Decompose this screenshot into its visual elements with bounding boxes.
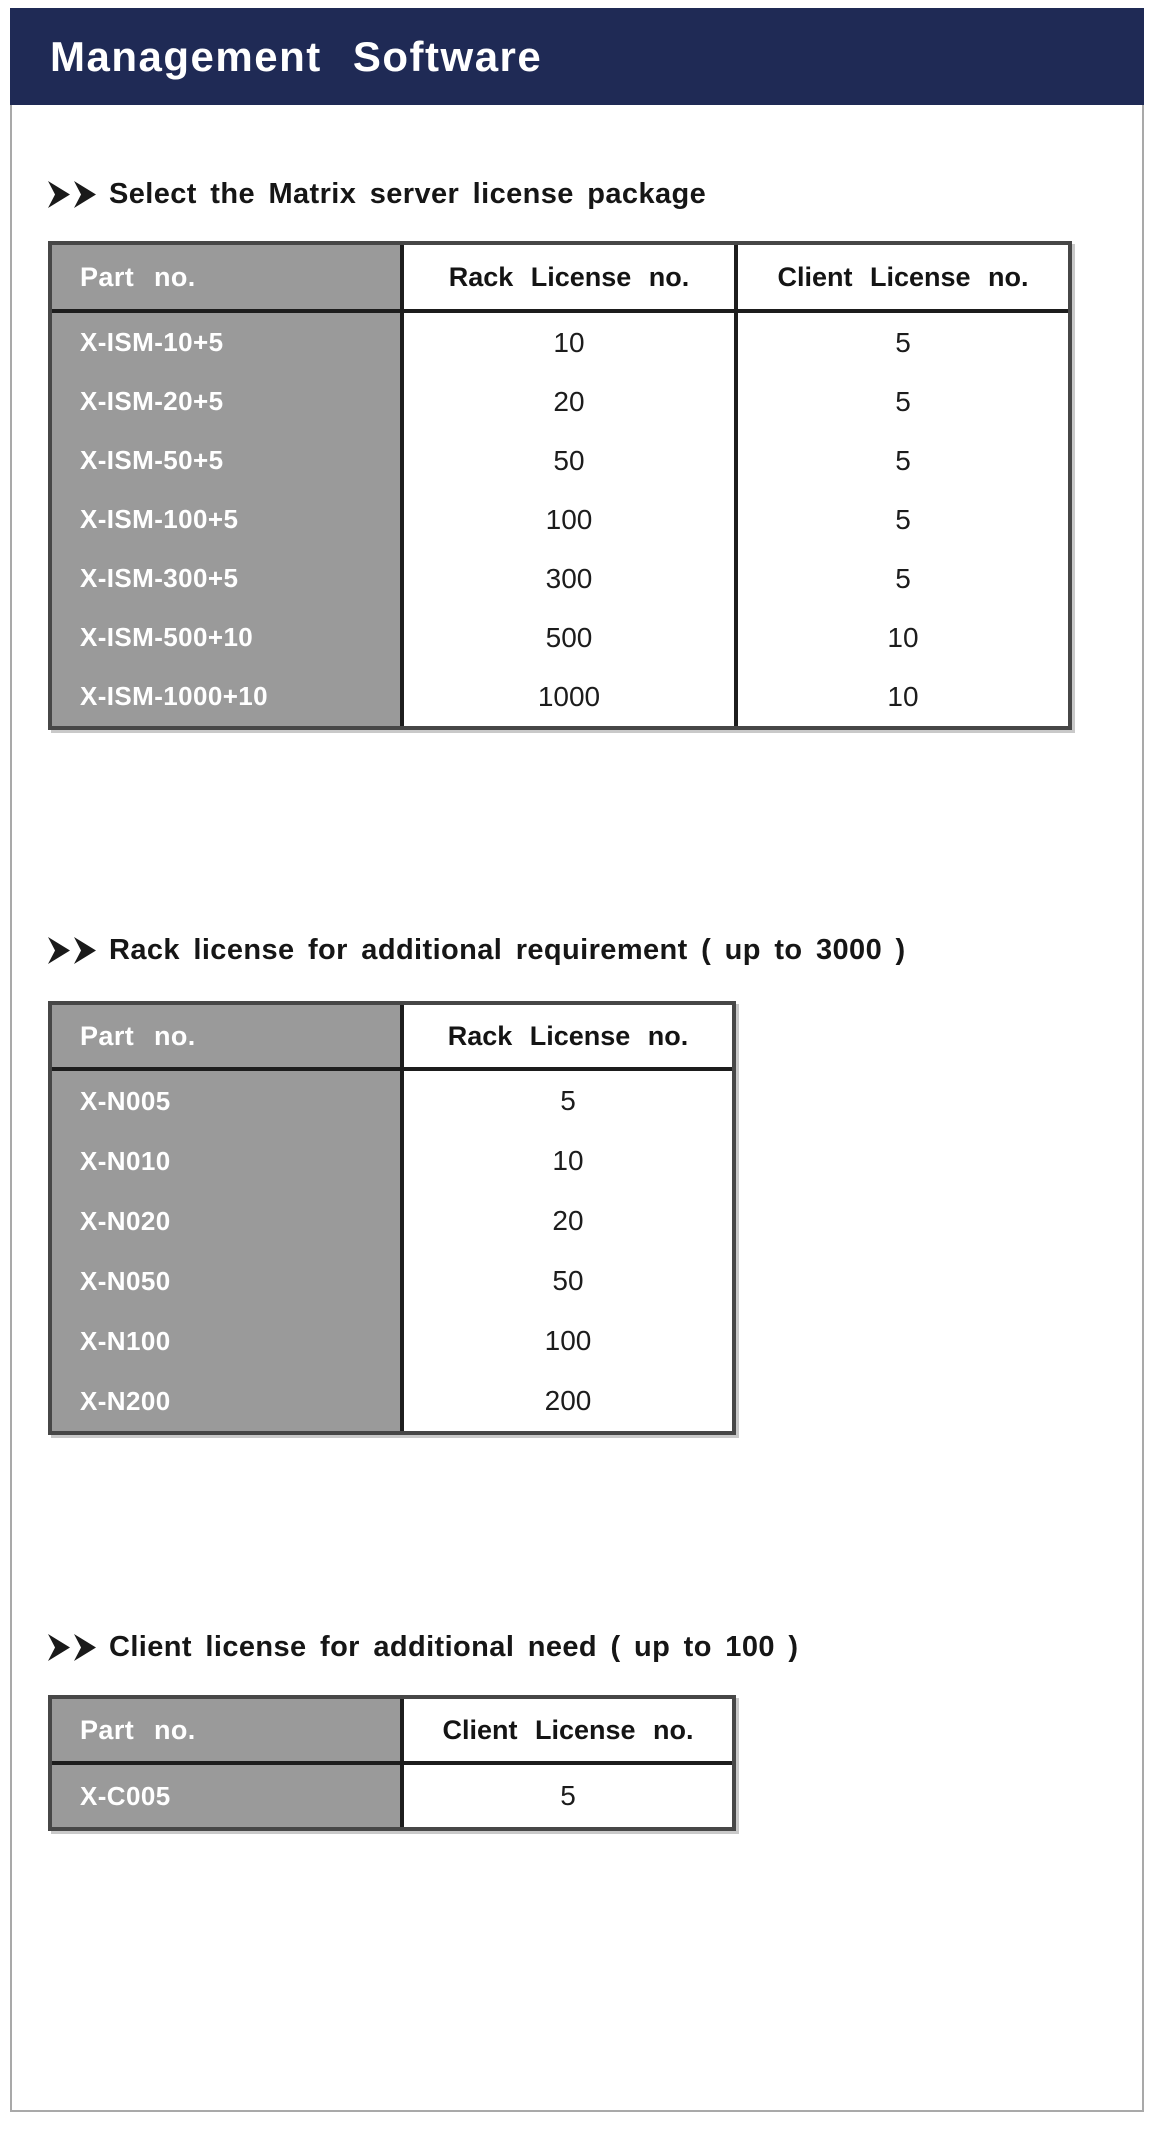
part-no-cell: X-N020 (52, 1191, 400, 1251)
client-license-cell: 5 (400, 1765, 732, 1827)
rack-license-cell: 10 (400, 1131, 732, 1191)
double-chevron-icon (48, 181, 96, 208)
rack-license-cell: 20 (400, 372, 734, 431)
part-no-cell: X-ISM-300+5 (52, 549, 400, 608)
table-header-cell: Client License no. (734, 245, 1068, 309)
chevron-right-icon (74, 1634, 96, 1661)
part-no-cell: X-ISM-10+5 (52, 313, 400, 372)
client-license-cell: 10 (734, 667, 1068, 726)
part-no-cell: X-N010 (52, 1131, 400, 1191)
client-license-cell: 5 (734, 372, 1068, 431)
table-row (52, 431, 1068, 490)
section-heading-client-license (48, 1631, 798, 1664)
table-header-row (52, 245, 1068, 313)
chevron-right-icon (48, 1634, 70, 1661)
client-license-table (48, 1695, 736, 1831)
server-license-table (48, 241, 1072, 730)
client-license-cell: 5 (734, 313, 1068, 372)
rack-license-cell: 50 (400, 1251, 732, 1311)
table-row (52, 1311, 732, 1371)
section-heading-server-license (48, 178, 706, 211)
title-bar (10, 8, 1144, 105)
part-no-cell: X-ISM-1000+10 (52, 667, 400, 726)
table-row (52, 1131, 732, 1191)
client-license-cell: 10 (734, 608, 1068, 667)
table-row (52, 313, 1068, 372)
chevron-right-icon (48, 181, 70, 208)
part-no-cell: X-C005 (52, 1765, 400, 1827)
table-header-cell: Part no. (52, 1699, 400, 1761)
rack-license-cell: 300 (400, 549, 734, 608)
client-license-cell: 5 (734, 549, 1068, 608)
table-header-row (52, 1699, 732, 1765)
section-heading-label: Client license for additional need ( up to 100 ) (109, 1631, 799, 1663)
part-no-cell: X-N050 (52, 1251, 400, 1311)
page-container (10, 8, 1144, 2112)
rack-license-cell: 50 (400, 431, 734, 490)
part-no-cell: X-N200 (52, 1371, 400, 1431)
part-no-cell: X-ISM-100+5 (52, 490, 400, 549)
rack-license-cell: 100 (400, 490, 734, 549)
table-header-cell: Part no. (52, 1005, 400, 1067)
rack-license-table (48, 1001, 736, 1435)
rack-license-cell: 1000 (400, 667, 734, 726)
table-header-cell: Client License no. (400, 1699, 732, 1761)
section-heading-rack-license (48, 934, 906, 967)
part-no-cell: X-ISM-20+5 (52, 372, 400, 431)
table-row (52, 1191, 732, 1251)
client-license-cell: 5 (734, 431, 1068, 490)
table-row (52, 1071, 732, 1131)
part-no-cell: X-N005 (52, 1071, 400, 1131)
table-row (52, 1765, 732, 1827)
table-row (52, 667, 1068, 726)
table-row (52, 490, 1068, 549)
table-header-cell: Rack License no. (400, 1005, 732, 1067)
client-license-cell: 5 (734, 490, 1068, 549)
rack-license-cell: 200 (400, 1371, 732, 1431)
table-row (52, 608, 1068, 667)
rack-license-cell: 10 (400, 313, 734, 372)
table-row (52, 1251, 732, 1311)
chevron-right-icon (74, 937, 96, 964)
chevron-right-icon (74, 181, 96, 208)
rack-license-cell: 20 (400, 1191, 732, 1251)
rack-license-cell: 100 (400, 1311, 732, 1371)
part-no-cell: X-ISM-50+5 (52, 431, 400, 490)
section-heading-label: Rack license for additional requirement ( up to 3000 ) (109, 934, 906, 966)
table-header-cell: Rack License no. (400, 245, 734, 309)
double-chevron-icon (48, 1634, 96, 1661)
section-heading-label: Select the Matrix server license package (109, 178, 707, 210)
part-no-cell: X-N100 (52, 1311, 400, 1371)
table-row (52, 549, 1068, 608)
table-row (52, 1371, 732, 1431)
table-header-row (52, 1005, 732, 1071)
part-no-cell: X-ISM-500+10 (52, 608, 400, 667)
table-row (52, 372, 1068, 431)
table-header-cell: Part no. (52, 245, 400, 309)
rack-license-cell: 500 (400, 608, 734, 667)
page-title: Management Software (50, 33, 543, 80)
rack-license-cell: 5 (400, 1071, 732, 1131)
chevron-right-icon (48, 937, 70, 964)
double-chevron-icon (48, 937, 96, 964)
